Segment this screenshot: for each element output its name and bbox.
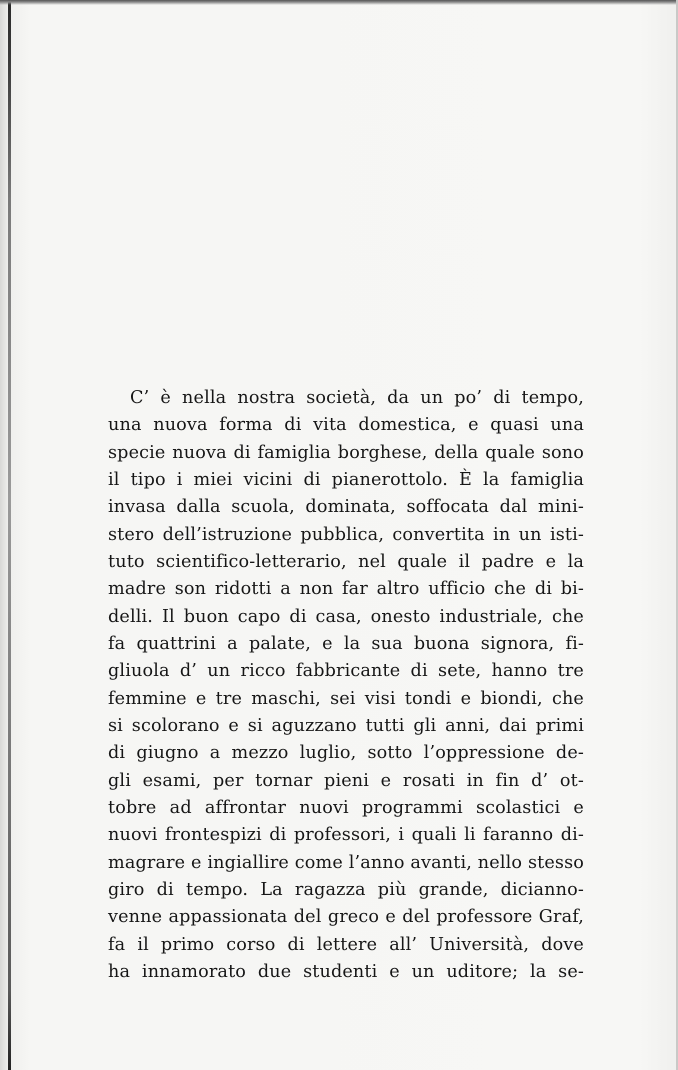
paragraph-line: femmine e tre maschi, sei visi tondi e biondi, che bbox=[108, 688, 584, 709]
paragraph-line: specie nuova di famiglia borghese, della quale sono bbox=[108, 442, 584, 463]
paragraph-line: nuovi frontespizi di professori, i quali li faranno di- bbox=[108, 825, 584, 846]
paragraph-line: tuto scientifico-letterario, nel quale il padre e la bbox=[108, 551, 584, 572]
paragraph-line: tobre ad affrontar nuovi programmi scolastici e bbox=[108, 797, 584, 818]
paragraph-line: una nuova forma di vita domestica, e quasi una bbox=[108, 415, 584, 436]
paragraph-line: stero dell’istruzione pubblica, convertita in un isti- bbox=[108, 524, 584, 545]
paragraph-line: il tipo i miei vicini di pianerottolo. È la famiglia bbox=[108, 469, 584, 490]
paragraph-line: ha innamorato due studenti e un uditore; la se- bbox=[108, 961, 584, 982]
paragraph-line: magrare e ingiallire come l’anno avanti, nello stesso bbox=[108, 852, 584, 873]
paragraph-line: venne appassionata del greco e del professore Graf, bbox=[108, 907, 584, 928]
paragraph-line: fa quattrini a palate, e la sua buona signora, fi- bbox=[108, 633, 584, 654]
page-binding-edge bbox=[8, 0, 11, 1070]
page-gutter-shadow bbox=[0, 0, 8, 1070]
page-top-edge bbox=[0, 0, 678, 5]
paragraph-line: fa il primo corso di lettere all’ Università, dove bbox=[108, 934, 584, 955]
body-paragraph bbox=[108, 385, 584, 986]
paragraph-line: di giugno a mezzo luglio, sotto l’oppressione de- bbox=[108, 743, 584, 764]
paragraph-line: si scolorano e si aguzzano tutti gli anni, dai primi bbox=[108, 715, 584, 736]
paragraph-line: giro di tempo. La ragazza più grande, dicianno- bbox=[108, 879, 584, 900]
paragraph-line: gliuola d’ un ricco fabbricante di sete, hanno tre bbox=[108, 661, 584, 682]
paragraph-line: invasa dalla scuola, dominata, soffocata dal mini- bbox=[108, 497, 584, 518]
paragraph-line: C’ è nella nostra società, da un po’ di tempo, bbox=[130, 388, 584, 408]
paragraph-line: madre son ridotti a non far altro ufficio che di bi- bbox=[108, 579, 584, 600]
paragraph-line: delli. Il buon capo di casa, onesto industriale, che bbox=[108, 606, 584, 627]
paragraph-line: gli esami, per tornar pieni e rosati in fin d’ ot- bbox=[108, 770, 584, 791]
